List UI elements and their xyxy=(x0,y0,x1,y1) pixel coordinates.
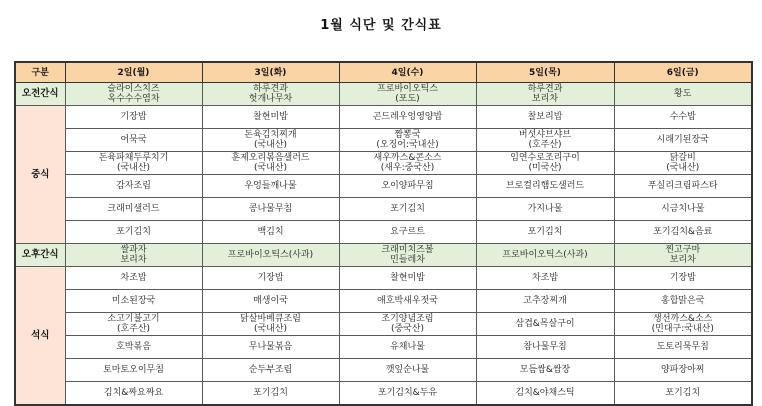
menu-cell xyxy=(339,313,476,336)
menu-cell xyxy=(202,313,339,336)
dinner-row xyxy=(15,382,752,406)
menu-item-text: 하루견과 xyxy=(253,84,288,94)
menu-cell xyxy=(202,359,339,382)
menu-item-text: 기장밥 xyxy=(120,112,147,122)
menu-item-text: 시래기된장국 xyxy=(656,135,709,145)
menu-cell xyxy=(476,129,614,152)
category-label: 석식 xyxy=(15,267,65,406)
menu-item-text: 차조밥 xyxy=(531,273,559,283)
menu-item-text: 깻잎순나물 xyxy=(385,365,430,375)
lunch-row xyxy=(15,175,752,198)
menu-item-text: 임연수로조리구이 xyxy=(510,153,580,163)
header-cell-day: 5일(목) xyxy=(476,62,614,83)
menu-item-text: 어묵국 xyxy=(120,135,147,145)
menu-cell xyxy=(202,175,339,198)
menu-item-text: (민대구:국내산) xyxy=(651,324,714,334)
menu-cell xyxy=(65,175,202,198)
menu-item-text: 돈육김치찌개 xyxy=(244,130,297,140)
menu-cell xyxy=(476,290,614,313)
category-label: 오후간식 xyxy=(15,244,65,267)
menu-cell xyxy=(614,106,752,129)
menu-cell xyxy=(614,83,752,106)
menu-item-text: 홍합맑은국 xyxy=(661,296,705,306)
menu-cell xyxy=(614,313,752,336)
menu-cell xyxy=(614,267,752,290)
menu-item-text: (국내산) xyxy=(253,163,288,173)
menu-item-text: 김치&야채스틱 xyxy=(515,388,575,398)
menu-cell xyxy=(476,382,614,406)
menu-item-text: (새우:중국산) xyxy=(380,163,435,173)
dinner-row xyxy=(15,313,752,336)
menu-item-text: 짬뽕국 xyxy=(394,130,421,140)
menu-item-text: 보리차 xyxy=(669,255,696,265)
menu-item-text: 크래미치즈볼 xyxy=(381,245,434,255)
menu-item-text: 버섯샤브샤브 xyxy=(518,130,572,140)
dinner-row xyxy=(15,290,752,313)
menu-cell xyxy=(339,221,476,244)
menu-cell xyxy=(614,290,752,313)
menu-cell xyxy=(339,175,476,198)
menu-item-text: 푸실리크림파스타 xyxy=(647,181,718,191)
menu-item-text: 오이양파무침 xyxy=(381,181,434,191)
menu-item-text: 헛개나무차 xyxy=(248,94,293,104)
menu-cell xyxy=(476,106,614,129)
menu-item-text: 포기김치 xyxy=(665,388,701,398)
menu-cell xyxy=(339,244,476,267)
menu-item-text: 프로바이오틱스(사과) xyxy=(227,250,314,260)
menu-cell xyxy=(65,221,202,244)
header-cell-day: 4일(수) xyxy=(339,62,476,83)
menu-cell xyxy=(202,129,339,152)
menu-item-text: 무나물볶음 xyxy=(248,342,293,352)
menu-cell xyxy=(476,83,614,106)
menu-item-text: 모듬쌈&쌈장 xyxy=(519,365,571,375)
menu-item-text: 새우까스&콘소스 xyxy=(373,153,442,163)
menu-cell xyxy=(65,267,202,290)
lunch-row xyxy=(15,129,752,152)
menu-item-text: 백김치 xyxy=(257,227,284,237)
menu-item-text: 삼겹&목살구이 xyxy=(515,319,575,329)
menu-item-text: 순두부조림 xyxy=(248,365,293,375)
morning-snack-row xyxy=(15,83,752,106)
menu-item-text: (국내산) xyxy=(253,140,288,150)
menu-cell xyxy=(476,198,614,221)
menu-item-text: 토마토오이무침 xyxy=(103,365,164,375)
menu-item-text: 찰보리밥 xyxy=(527,112,563,122)
menu-item-text: 슬라이스치즈 xyxy=(107,84,160,94)
menu-item-text: 포기김치 xyxy=(116,227,151,237)
dinner-row xyxy=(15,267,752,290)
menu-item-text: 요구르트 xyxy=(390,227,425,237)
menu-cell xyxy=(614,152,752,175)
menu-item-text: 우엉들깨나물 xyxy=(244,181,297,191)
header-row xyxy=(15,62,752,83)
menu-item-text: (미국산) xyxy=(528,163,562,173)
lunch-row xyxy=(15,152,752,175)
menu-item-text: 프로바이오틱스(사과) xyxy=(502,250,588,260)
page-title: 1월 식단 및 간식표 xyxy=(320,18,442,33)
menu-cell xyxy=(614,336,752,359)
menu-item-text: (국내산) xyxy=(116,163,151,173)
category-label: 오전간식 xyxy=(15,83,65,106)
menu-item-text: 훈제오리볶음샐러드 xyxy=(231,153,310,163)
menu-item-text: 호박볶음 xyxy=(116,342,151,352)
menu-item-text: 쌀과자 xyxy=(120,245,147,255)
menu-cell xyxy=(65,129,202,152)
menu-item-text: 찰현미밥 xyxy=(390,273,425,283)
menu-cell xyxy=(65,382,202,406)
menu-cell xyxy=(65,359,202,382)
menu-item-text: 기장밥 xyxy=(669,273,696,283)
menu-item-text: 황도 xyxy=(674,89,692,99)
menu-cell xyxy=(202,267,339,290)
menu-item-text: 조기양념조림 xyxy=(381,314,434,324)
menu-item-text: 기장밥 xyxy=(257,273,284,283)
menu-item-text: 옥수수수염차 xyxy=(107,94,160,104)
menu-cell xyxy=(476,267,614,290)
menu-cell xyxy=(339,129,476,152)
menu-cell xyxy=(614,198,752,221)
menu-item-text: 수수밥 xyxy=(669,112,696,122)
menu-cell xyxy=(339,359,476,382)
menu-cell xyxy=(65,244,202,267)
menu-cell xyxy=(65,152,202,175)
menu-cell xyxy=(202,198,339,221)
menu-item-text: 포기김치&두유 xyxy=(377,388,438,398)
menu-item-text: 유채나물 xyxy=(390,342,425,352)
header-cell-day: 2일(월) xyxy=(65,62,202,83)
menu-item-text: (오징어:국내산) xyxy=(376,140,439,150)
menu-item-text: 감자조림 xyxy=(116,181,151,191)
menu-cell xyxy=(65,313,202,336)
dinner-row xyxy=(15,359,752,382)
menu-cell xyxy=(476,175,614,198)
menu-table xyxy=(14,61,753,406)
category-label: 중식 xyxy=(15,106,65,244)
menu-item-text: (호주산) xyxy=(116,324,151,334)
menu-cell xyxy=(202,336,339,359)
menu-cell xyxy=(476,336,614,359)
menu-item-text: 프로바이오틱스 xyxy=(377,84,438,94)
menu-cell xyxy=(65,83,202,106)
menu-cell xyxy=(476,313,614,336)
menu-item-text: (국내산) xyxy=(253,324,288,334)
menu-item-text: 도토리묵무침 xyxy=(656,342,709,352)
menu-cell xyxy=(339,336,476,359)
menu-cell xyxy=(202,83,339,106)
menu-item-text: 포기김치 xyxy=(253,388,288,398)
menu-item-text: 보리차 xyxy=(120,255,147,265)
menu-item-text: 브로컬리햄도샐러드 xyxy=(505,181,585,191)
menu-item-text: 시금치나물 xyxy=(661,204,705,214)
menu-cell xyxy=(614,129,752,152)
menu-cell xyxy=(614,359,752,382)
menu-cell xyxy=(476,221,614,244)
menu-cell xyxy=(339,198,476,221)
menu-item-text: 보리차 xyxy=(531,94,559,104)
menu-item-text: 하루견과 xyxy=(527,84,563,94)
menu-item-text: 포기김치 xyxy=(527,227,563,237)
menu-item-text: 곤드레우엉영양밥 xyxy=(372,112,443,122)
menu-cell xyxy=(476,244,614,267)
header-cell-day: 3일(화) xyxy=(202,62,339,83)
menu-item-text: 콩나물무침 xyxy=(248,204,293,214)
lunch-row xyxy=(15,221,752,244)
menu-item-text: 생선까스&소스 xyxy=(653,314,713,324)
menu-item-text: 참나물무침 xyxy=(523,342,567,352)
menu-cell xyxy=(202,152,339,175)
menu-cell xyxy=(339,382,476,406)
menu-item-text: 미소된장국 xyxy=(111,296,156,306)
menu-cell xyxy=(614,221,752,244)
menu-cell xyxy=(202,290,339,313)
menu-cell xyxy=(65,198,202,221)
menu-item-text: 차조밥 xyxy=(120,273,147,283)
lunch-row xyxy=(15,106,752,129)
menu-item-text: 김치&짜요짜요 xyxy=(103,388,164,398)
menu-item-text: 양파장아찌 xyxy=(661,365,705,375)
menu-cell xyxy=(65,106,202,129)
menu-cell xyxy=(202,382,339,406)
menu-item-text: 돈육파채두루치기 xyxy=(98,153,169,163)
menu-item-text: 민들레차 xyxy=(390,255,425,265)
menu-cell xyxy=(476,359,614,382)
menu-item-text: 고추장찌개 xyxy=(523,296,567,306)
menu-cell xyxy=(202,221,339,244)
afternoon-snack-row xyxy=(15,244,752,267)
menu-cell xyxy=(65,290,202,313)
menu-item-text: (호주산) xyxy=(528,140,562,150)
menu-item-text: 매생이국 xyxy=(253,296,288,306)
menu-cell xyxy=(614,244,752,267)
menu-cell xyxy=(202,244,339,267)
menu-item-text: (포도) xyxy=(395,94,420,104)
menu-item-text: 찰현미밥 xyxy=(253,112,288,122)
menu-item-text: 닭갈비 xyxy=(669,153,696,163)
dinner-row xyxy=(15,336,752,359)
menu-item-text: 포기김치&음료 xyxy=(653,227,713,237)
menu-cell xyxy=(339,267,476,290)
menu-cell xyxy=(614,382,752,406)
menu-item-text: 크래미샐러드 xyxy=(107,204,160,214)
menu-item-text: 포기김치 xyxy=(390,204,425,214)
menu-item-text: 애호박새우젓국 xyxy=(377,296,438,306)
menu-cell xyxy=(339,83,476,106)
menu-item-text: (중국산) xyxy=(390,324,425,334)
menu-cell xyxy=(202,106,339,129)
menu-item-text: (국내산) xyxy=(666,163,700,173)
header-cell-day: 6일(금) xyxy=(614,62,752,83)
menu-cell xyxy=(339,152,476,175)
menu-cell xyxy=(65,336,202,359)
menu-item-text: 닭살바베큐조림 xyxy=(240,314,301,324)
menu-cell xyxy=(614,175,752,198)
menu-cell xyxy=(476,152,614,175)
menu-cell xyxy=(339,106,476,129)
header-cell-category: 구분 xyxy=(15,62,65,83)
menu-item-text: 소고기불고기 xyxy=(107,314,160,324)
menu-cell xyxy=(339,290,476,313)
menu-item-text: 찐고구마 xyxy=(665,245,701,255)
lunch-row xyxy=(15,198,752,221)
menu-item-text: 가지나물 xyxy=(527,204,563,214)
